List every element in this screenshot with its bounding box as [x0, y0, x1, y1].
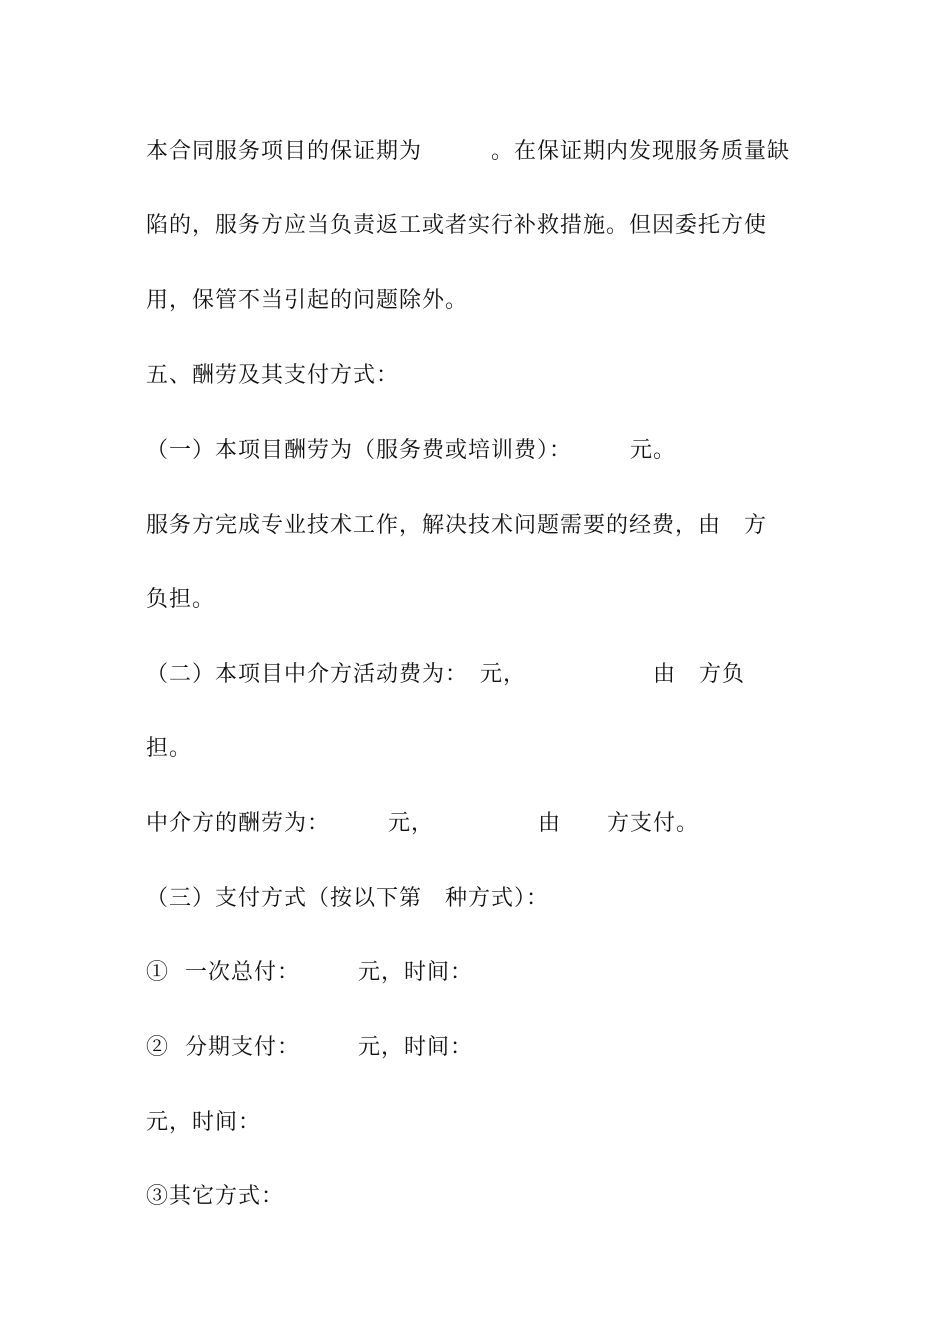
warranty-period-line-1: 本合同服务项目的保证期为 。在保证期内发现服务质量缺: [146, 139, 791, 164]
payment-option-other: ③其它方式：: [146, 1184, 285, 1209]
payment-option-lump-sum: ① 一次总付： 元，时间：: [146, 960, 473, 985]
clause-2-intermediary-fee-line-1: （二）本项目中介方活动费为： 元， 由 方负: [146, 662, 746, 687]
payment-option-installments: ② 分期支付： 元，时间：: [146, 1035, 473, 1060]
clause-1-expense-line-1: 服务方完成专业技术工作，解决技术问题需要的经费，由 方: [146, 513, 768, 538]
payment-installment-continuation: 元，时间：: [146, 1110, 262, 1135]
warranty-period-line-3: 用，保管不当引起的问题除外。: [146, 288, 469, 313]
clause-2-intermediary-fee-line-2: 担。: [146, 736, 193, 761]
clause-1-remuneration: （一）本项目酬劳为（服务费或培训费）： 元。: [146, 438, 677, 463]
warranty-period-line-2: 陷的，服务方应当负责返工或者实行补救措施。但因委托方使: [146, 213, 768, 238]
intermediary-remuneration-line: 中介方的酬劳为： 元， 由 方支付。: [146, 811, 700, 836]
section-heading-remuneration: 五、酬劳及其支付方式：: [146, 363, 400, 388]
clause-1-expense-line-2: 负担。: [146, 587, 216, 612]
clause-3-payment-method: （三）支付方式（按以下第 种方式）：: [146, 886, 550, 911]
